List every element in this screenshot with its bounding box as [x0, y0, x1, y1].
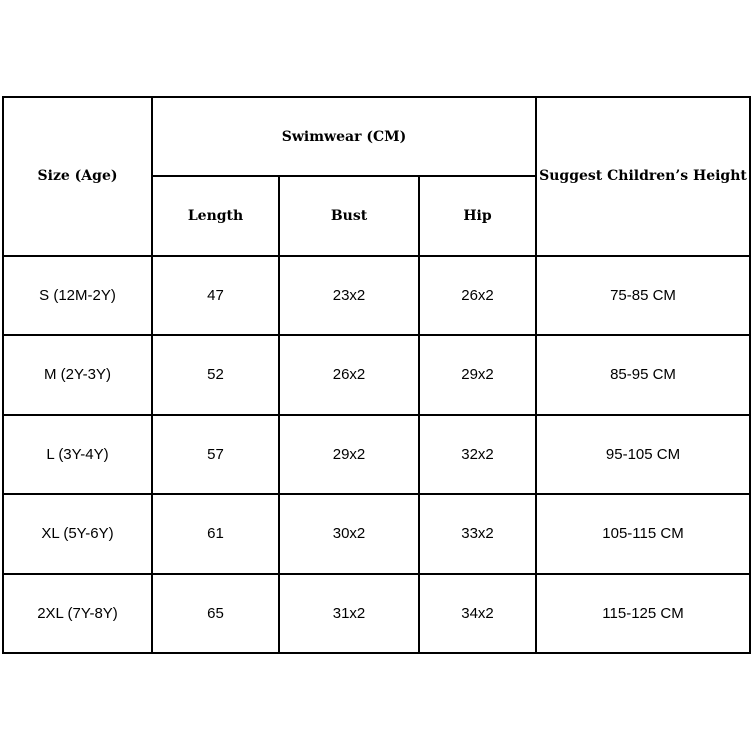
cell-bust: 30x2	[279, 494, 419, 573]
header-swimwear: Swimwear (CM)	[152, 97, 536, 176]
size-chart-table	[2, 96, 751, 654]
cell-length: 52	[152, 335, 279, 414]
cell-length: 57	[152, 415, 279, 494]
header-row-top	[3, 97, 750, 176]
cell-hip: 32x2	[419, 415, 536, 494]
cell-length: 65	[152, 574, 279, 653]
cell-hip: 26x2	[419, 256, 536, 335]
cell-hip: 29x2	[419, 335, 536, 414]
cell-bust: 23x2	[279, 256, 419, 335]
cell-height: 75-85 CM	[536, 256, 750, 335]
cell-height: 95-105 CM	[536, 415, 750, 494]
cell-size: 2XL (7Y-8Y)	[3, 574, 152, 653]
cell-hip: 34x2	[419, 574, 536, 653]
cell-size: L (3Y-4Y)	[3, 415, 152, 494]
header-size: Size (Age)	[3, 97, 152, 256]
header-height: Suggest Children’s Height	[536, 97, 750, 256]
cell-size: S (12M-2Y)	[3, 256, 152, 335]
table-row	[3, 574, 750, 653]
header-bust: Bust	[279, 176, 419, 255]
cell-height: 115-125 CM	[536, 574, 750, 653]
header-length: Length	[152, 176, 279, 255]
cell-size: M (2Y-3Y)	[3, 335, 152, 414]
table-row	[3, 415, 750, 494]
cell-size: XL (5Y-6Y)	[3, 494, 152, 573]
cell-bust: 26x2	[279, 335, 419, 414]
cell-height: 105-115 CM	[536, 494, 750, 573]
table-row	[3, 494, 750, 573]
cell-height: 85-95 CM	[536, 335, 750, 414]
table-row	[3, 335, 750, 414]
cell-hip: 33x2	[419, 494, 536, 573]
cell-bust: 31x2	[279, 574, 419, 653]
cell-length: 47	[152, 256, 279, 335]
cell-bust: 29x2	[279, 415, 419, 494]
header-hip: Hip	[419, 176, 536, 255]
table-row	[3, 256, 750, 335]
cell-length: 61	[152, 494, 279, 573]
